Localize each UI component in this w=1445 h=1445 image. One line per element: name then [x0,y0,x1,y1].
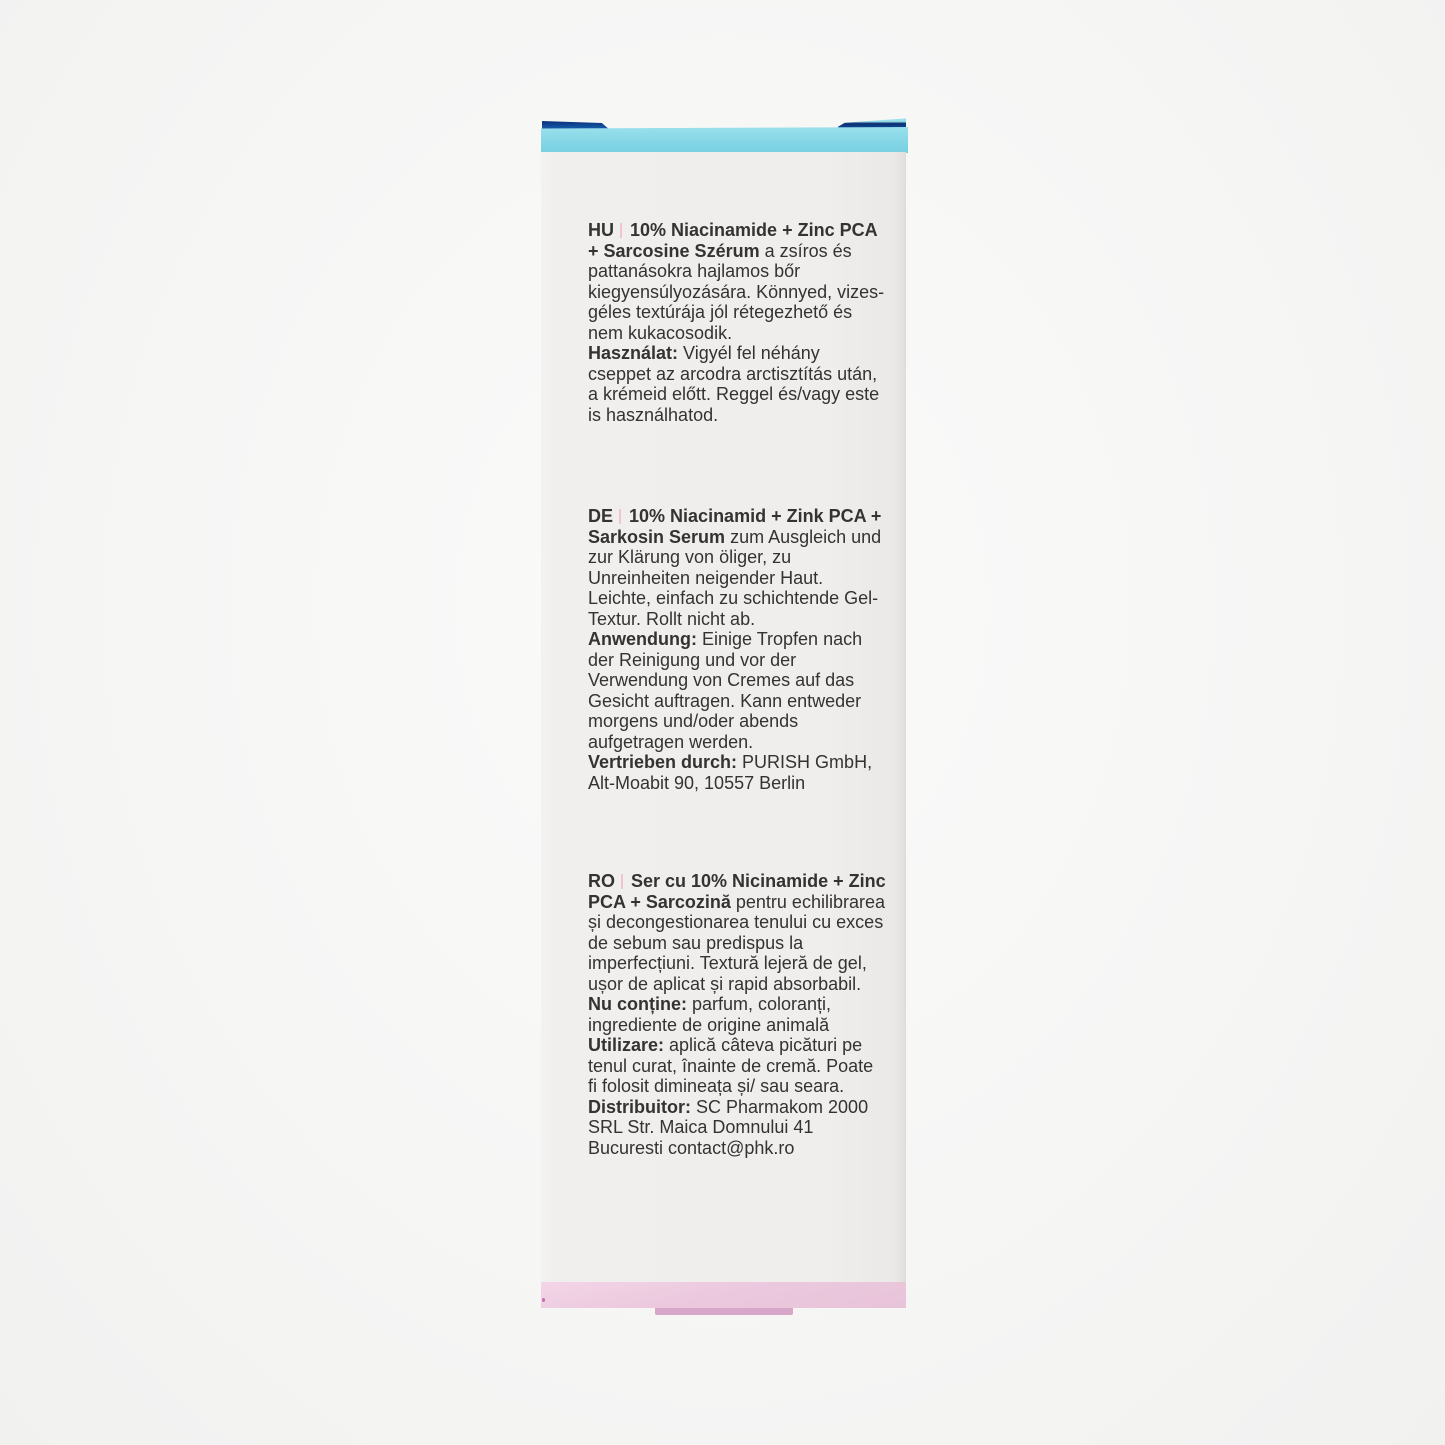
text-paragraph [588,220,887,343]
text-panel-hu [588,220,887,425]
bold-text: Vertrieben durch: [588,752,738,772]
text-paragraph [588,994,887,1035]
body-text: aplică câteva picături pe tenul curat, înainte de cremă. Poate fi folosit dimineața și/ sau seara. [588,1035,874,1096]
text-paragraph [588,1097,887,1159]
text-paragraph [588,343,887,425]
text-panel-de [588,506,887,793]
box-top-flap-left [542,118,610,130]
body-text: SC Pharmakom 2000 SRL Str. Maica Domnului 41 Bucuresti contact@phk.ro [588,1096,869,1158]
bold-text: Nu conține: [588,994,687,1014]
text-paragraph [588,752,887,793]
bold-text: RO [588,871,615,891]
body-text: pentru echilibrarea și decongestionarea tenului cu exces de sebum sau predispus la imperfecțiuni. Textură lejeră de gel, ușor de aplicat și rapid absorbabil. [588,891,885,994]
text-paragraph [588,506,887,629]
bold-text: DE [588,506,614,526]
box-top-band-cyan [541,127,908,153]
text-paragraph [588,1035,887,1097]
product-box-back-panel [541,118,905,1308]
bold-text: 10% Niacinamide + Zinc PCA + Sarcosine Szérum [588,220,877,261]
bold-text: Distribuitor: [588,1096,691,1117]
edge-speck [542,1298,545,1302]
body-text: parfum, coloranți, ingrediente de origine animală [588,994,832,1035]
body-text: Vigyél fel néhány cseppet az arcodra arctisztítás után, a krémeid előtt. Reggel és/vagy este is használhatod. [588,343,880,425]
bold-text: HU [588,220,614,240]
box-bottom-band-pink [541,1282,906,1308]
text-panel-ro [588,871,887,1158]
body-text: PURISH GmbH, Alt-Moabit 90, 10557 Berlin [588,752,873,793]
bold-text: Anwendung: [588,629,697,649]
text-paragraph [588,629,887,752]
body-text: Einige Tropfen nach der Reinigung und vor der Verwendung von Cremes auf das Gesicht auftragen. Kann entweder morgens und/oder abends aufgetragen werden. [588,629,863,752]
box-bottom-flap [655,1308,793,1315]
language-divider-bar [620,223,622,238]
language-divider-bar [619,509,621,524]
bold-text: 10% Niacinamid + Zink PCA + Sarkosin Serum [588,506,882,547]
bold-text: Használat: [588,343,679,363]
bold-text: Utilizare: [588,1035,665,1055]
body-text: a zsíros és pattanásokra hajlamos bőr kiegyensúlyozására. Könnyed, vizes-géles textúrája jól rétegezhető és nem kukacosodik. [588,240,885,343]
language-divider-bar [621,874,623,889]
bold-text: Ser cu 10% Nicinamide + Zinc PCA + Sarcozină [588,871,886,912]
text-paragraph [588,871,887,994]
body-text: zum Ausgleich und zur Klärung von öliger, zu Unreinheiten neigender Haut. Leichte, einfach zu schichtende Gel-Textur. Rollt nicht ab. [588,526,882,629]
